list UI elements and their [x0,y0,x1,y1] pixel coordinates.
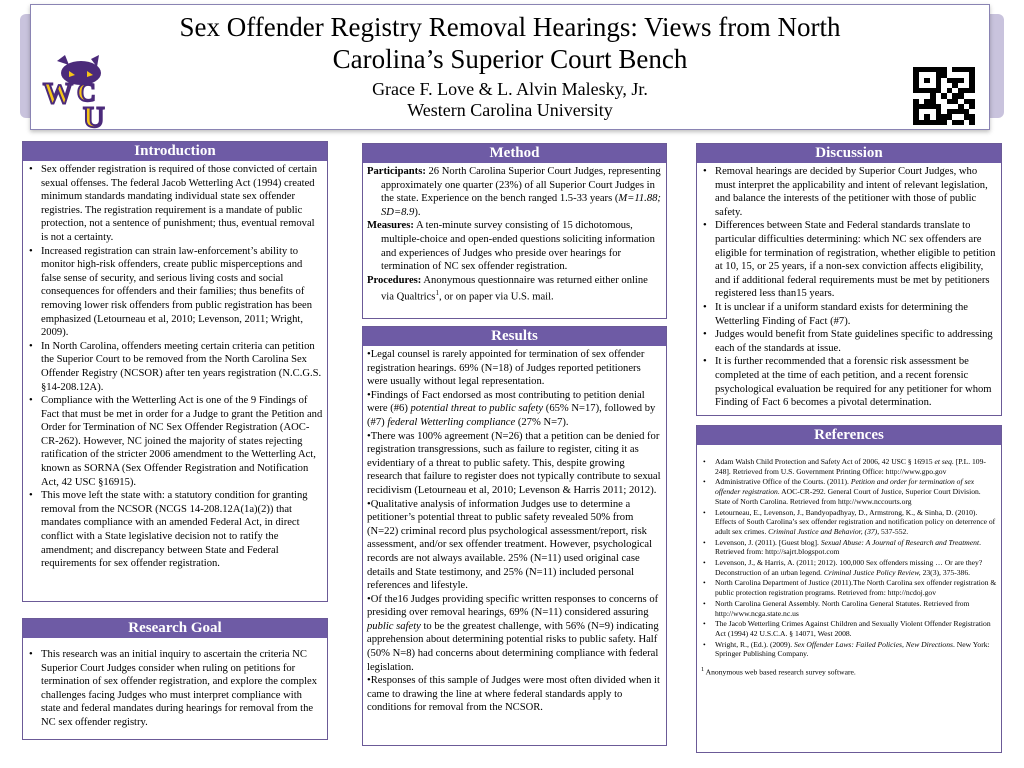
reference-item: • Levenson, J. (2011). [Guest blog]. Sexual Abuse: A Journal of Research and Treatment. Retrieved from: http://sajrt.blogspot.com [701,538,997,557]
results-paragraph: •Legal counsel is rarely appointed for termination of sex offender registration hearings. 69% (N=18) of Judges reported petitioners were usually without legal representation. [367,349,645,388]
references-section [696,425,1002,753]
results-paragraph: •There was 100% agreement (N=26) that a petition can be denied for registration transgressions, such as failure to register, citing it as evidentiary of a threat to public safety. This, despite growing research that failure to register does not typically contribute to sexual recidivism (Letourneau et al, 2010; Levenson & Harris 2011; 2012). [367,430,661,496]
discussion-item: • Differences between State and Federal standards translate to particular difficulties determining: which NC sex offenders are eligible for termination of registration, whether eligible to petition at 10, 15, or 25 years, if a non-sex conviction affects eligibility, and if additional federal requirements must be met by petitioners registered less than15 years. [701,219,997,301]
reference-item: • North Carolina Department of Justice (2011).The North Carolina sex offender registration & public protection registration programs. Retrieved from: http://ncdoj.gov [701,578,997,597]
reference-item: • North Carolina General Assembly. North Carolina General Statutes. Retrieved from http://www.ncga.state.nc.us [701,599,997,618]
references-heading: References [697,426,1001,445]
method-procedures: Procedures: Anonymous questionnaire was returned either online via Qualtrics$^1$, or on paper via U.S. mail. [367,274,648,303]
introduction-item: • Compliance with the Wetterling Act is one of the 9 Findings of Fact that must be met in order for a Judge to grant the Petition and Order for Termination of NC Sex Offender Registration (AOC-CR-262). However, NC joined the majority of states rejecting ratification of the stricter 2006 amendment to the Wetterling Act, known as SORNA (Sex Offender Registration and Notification Act, 42 USC §16915). [27,394,323,489]
qr-code-icon [913,67,975,125]
research-goal-heading: Research Goal [23,619,327,638]
svg-text:U: U [83,101,105,129]
method-measures: Measures: A ten-minute survey consisting of 15 dichotomous, multiple-choice and open-ended questions soliciting information and experiences of Judges who preside over hearings for termination of NC sex offender registration. [367,220,655,273]
reference-item: • Administrative Office of the Courts. (2011). Petition and order for termination of sex offender registration. AOC-CR-292. General Court of Justice, Superior Court Division. State of North Carolina. Retrieved from http://www.nccourts.org [701,477,997,506]
discussion-item: • Judges would benefit from State guidelines specific to addressing each of the standards at issue. [701,328,997,355]
introduction-section [22,141,328,602]
introduction-heading: Introduction [23,142,327,161]
introduction-item: • Sex offender registration is required of those convicted of certain sexual offenses. The federal Jacob Wetterling Act (1994) created minimum standards mandating individual state sex offender registries. The registration requirement is a mandate of public protection, not a sentence of punishment; thus, eventual removal is not a certainty. [27,163,323,245]
reference-item: • Wright, R., (Ed.). (2009). Sex Offender Laws: Failed Policies, New Directions. New York: Springer Publishing Company. [701,640,997,659]
poster-authors: Grace F. Love & L. Alvin Malesky, Jr. [372,79,648,99]
catamount-wcu-logo-icon [39,55,115,129]
introduction-item: • In North Carolina, offenders meeting certain criteria can petition the Superior Court to be removed from the North Carolina Sex Offender Registry (NCSOR) after ten years registration (N.C.G.S. §14-208.12A). [27,340,323,394]
reference-item: • Letourneau, E., Levenson, J., Bandyopadhyay, D., Armstrong, K., & Sinha, D. (2010). Effects of South Carolina’s sex offender registration and notification policy on deterrence of adult sex crimes. Criminal Justice and Behavior, (37), 537-552. [701,508,997,537]
svg-text:W: W [43,77,73,110]
poster-header [30,4,990,130]
discussion-list [701,165,997,410]
poster-title: Sex Offender Registry Removal Hearings: Views from North Carolina’s Superior Court Bench [179,12,841,74]
research-goal-list [27,648,323,730]
research-goal-item: • This research was an initial inquiry to ascertain the criteria NC Superior Court Judges consider when ruling on petitions for termination of sex offender registration, and explore the complex challenges facing Judges who must interpret compliance with state and federal mandates during hearings for removal from the NC sex offender registry. [27,648,323,730]
discussion-heading: Discussion [697,144,1001,163]
svg-text:C: C [77,78,96,107]
results-heading: Results [363,327,666,346]
reference-item: • Adam Walsh Child Protection and Safety Act of 2006, 42 USC § 16915 et seq. [P.L. 109-248]. Retrieved from U.S. Government Printing Office: http://www.gpo.gov [701,457,997,476]
references-footnote: $^1$ Anonymous web based research survey software. [701,666,856,677]
results-section [362,326,667,746]
method-heading: Method [363,144,666,163]
method-section [362,143,667,319]
reference-item: • Levenson, J., & Harris, A. (2011; 2012). 100,000 Sex offenders missing … Or are they? Deconstruction of an urban legend. Criminal Justice Policy Review, 23(3), 375-386. [701,558,997,577]
results-paragraph: •Findings of Fact endorsed as most contributing to petition denial were (#6) potential threat to public safety (65% N=17), followed by (#7) federal Wetterling compliance (27% N=7). [367,389,656,428]
results-paragraph: •Qualitative analysis of information Judges use to determine a petitioner’s potential threat to public safety revealed 50% from (N=22) criminal record plus psychological assessment/report, risk assessment, and/or sex offender treatment. However, psychological records are not always available. 25% (N=11) used original case details and State testimony, and 25% (N=11) included personal references and lifestyle. [367,498,653,592]
method-participants: Participants: 26 North Carolina Superior Court Judges, representing approximately one quarter (23%) of all Superior Court Judges in the state. Experience on the bench ranged 1.5-33 years (M=11.88; SD=8.9). [367,166,661,218]
discussion-item: • Removal hearings are decided by Superior Court Judges, who must interpret the applicability and intent of relevant legislation, and balance the interests of the petitioner with those of public safety. [701,165,997,219]
discussion-item: • It is further recommended that a forensic risk assessment be completed at the time of each petition, and a recent forensic psychological evaluation be required for any petitioner for whom Finding of Fact 6 becomes a pivotal determination. [701,355,997,409]
introduction-item: • Increased registration can strain law-enforcement’s ability to monitor high-risk offenders, create public misperceptions and false sense of security, and serious living costs and social consequences for offenders and their families; thus benefits of removing lower risk offenders from public registration has been emphasized (Letourneau et al, 2010; Levenson, 2011; Wright, 2009). [27,245,323,340]
results-paragraph: •Of the16 Judges providing specific written responses to concerns of presiding over removal hearings, 69% (N=11) considered assuring public safety to be the greatest challenge, with 56% (N=9) indicating apprehension about determining potential risks to public safety. Half (50% N=8) had concerns about determining compliance with federal legislation. [367,593,659,673]
research-goal-section [22,618,328,740]
results-paragraph: •Responses of this sample of Judges were most often divided when it came to drawing the line at where federal standards apply to conditions for removal from the NCSOR. [367,675,660,714]
discussion-item: • It is unclear if a uniform standard exists for determining the Wetterling Finding of Fact (#7). [701,301,997,328]
discussion-section [696,143,1002,416]
introduction-list [27,163,323,571]
introduction-item: • This move left the state with: a statutory condition for granting removal from the NCSOR (NCGS 14-208.12A(1a)(2)) that mandates compliance with an amended Federal Act, in direct conflict with a State legislative decision not to ratify the amendment; and discrepancy between State and Federal requirements for sex offender registration. [27,489,323,571]
references-list [701,457,997,659]
poster-affiliation: Western Carolina University [407,100,613,120]
reference-item: • The Jacob Wetterling Crimes Against Children and Sexually Violent Offender Registration Act (1994) 42 U.S.C.A. § 14071, West 2008. [701,619,997,638]
